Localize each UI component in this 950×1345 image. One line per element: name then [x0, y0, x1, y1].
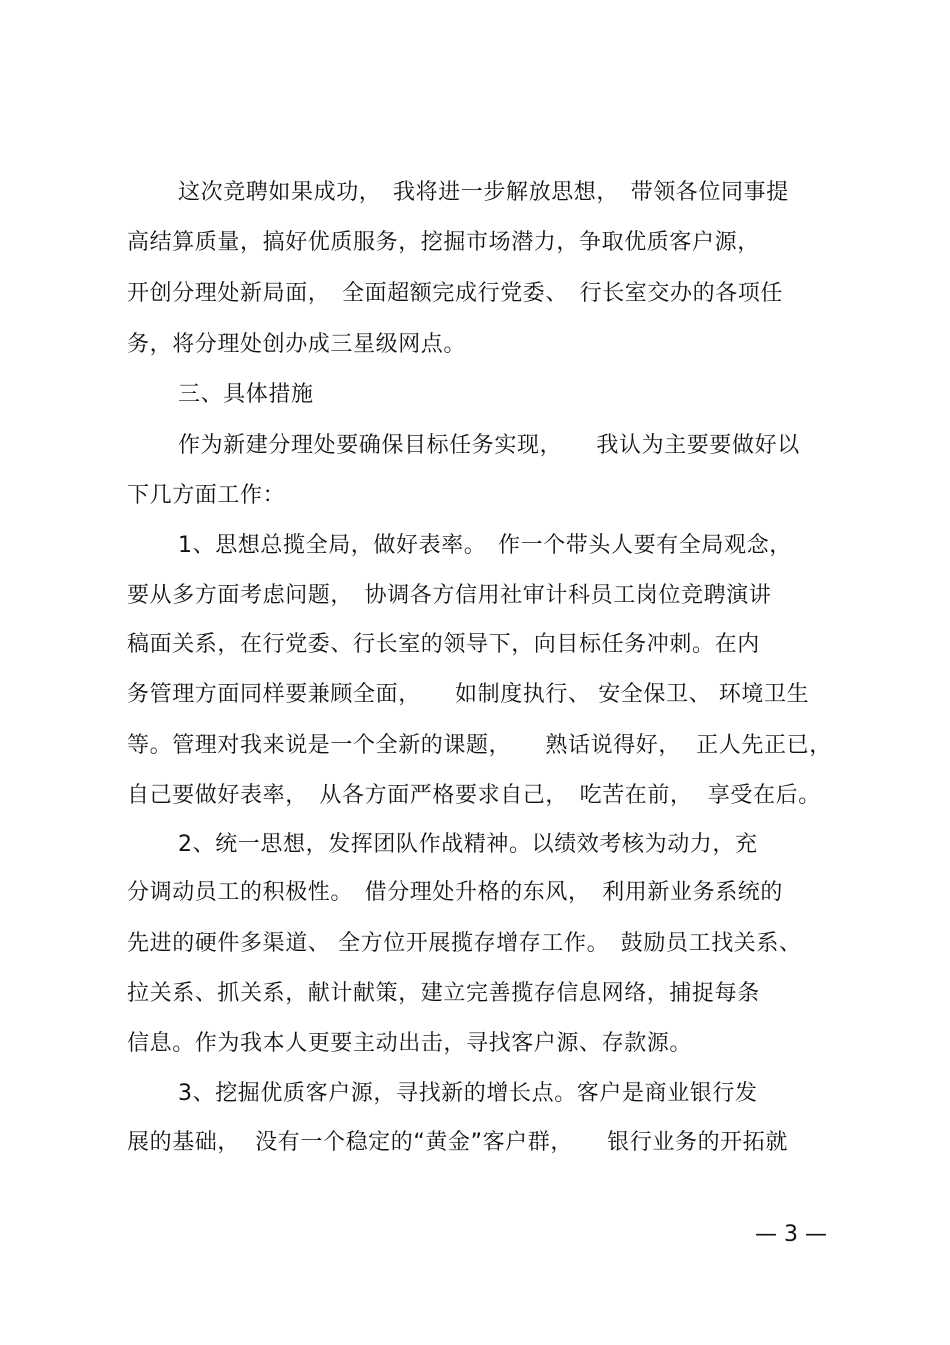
text-line: 稿面关系，在行党委、行长室的领导下，向目标任务冲刺。在内 — [127, 632, 760, 657]
text-line: 等。管理对我来说是一个全新的课题， 熟话说得好， 正人先正已， — [127, 733, 832, 758]
text-line: 拉关系、抓关系，献计献策，建立完善揽存信息网络，捕捉每条 — [127, 981, 760, 1006]
text-line: 展的基础， 没有一个稳定的“黄金”客户群， 银行业务的开拓就 — [127, 1130, 788, 1155]
text-line: 分调动员工的积极性。 借分理处升格的东风， 利用新业务系统的 — [127, 880, 784, 905]
text-line: 信息。作为我本人更要主动出击，寻找客户源、存款源。 — [127, 1031, 693, 1056]
text-line: 务，将分理处创办成三星级网点。 — [127, 332, 467, 357]
text-line: 自己要做好表率， 从各方面严格要求自己， 吃苦在前， 享受在后。 — [127, 783, 821, 808]
text-line: 开创分理处新局面， 全面超额完成行党委、 行长室交办的各项任 — [127, 281, 784, 306]
text-line: 作为新建分理处要确保目标任务实现， 我认为主要要做好以 — [178, 433, 800, 458]
text-line: 这次竞聘如果成功， 我将进一步解放思想， 带领各位同事提 — [178, 180, 789, 205]
text-line: 先进的硬件多渠道、 全方位开展揽存增存工作。 鼓励员工找关系、 — [127, 931, 802, 956]
page-number: — 3 — — [755, 1222, 827, 1247]
text-line: 2、统一思想，发挥团队作战精神。以绩效考核为动力，充 — [178, 832, 758, 857]
text-line: 3、挖掘优质客户源，寻找新的增长点。客户是商业银行发 — [178, 1081, 758, 1106]
text-line: 下几方面工作： — [127, 483, 286, 508]
text-line: 要从多方面考虑问题， 协调各方信用社审计科员工岗位竞聘演讲 — [127, 583, 772, 608]
text-line: 1、思想总揽全局，做好表率。 作一个带头人要有全局观念， — [178, 533, 792, 558]
text-line: 高结算质量，搞好优质服务，挖掘市场潜力，争取优质客户源， — [127, 230, 760, 255]
section-heading: 三、具体措施 — [178, 382, 314, 407]
text-line: 务管理方面同样要兼顾全面， 如制度执行、 安全保卫、 环境卫生 — [127, 682, 810, 707]
